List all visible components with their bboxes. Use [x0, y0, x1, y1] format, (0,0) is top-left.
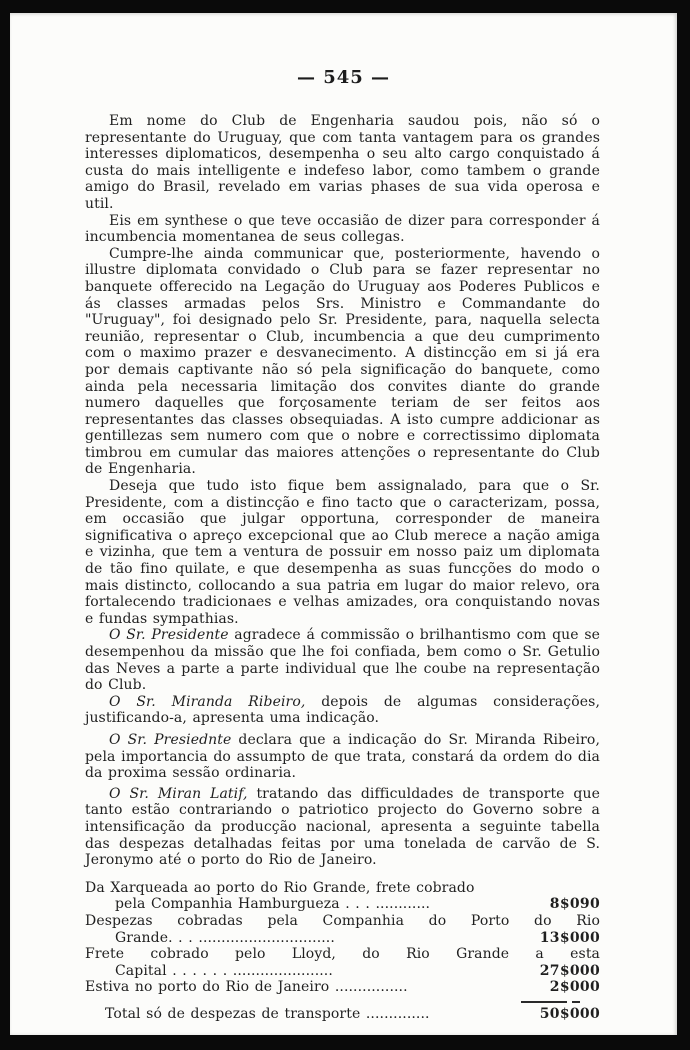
table-row: [85, 880, 600, 913]
row-amount: 2$000: [549, 979, 600, 996]
paragraph-5-text: agradece á commissão o brilhantismo com que se desempenhou da missão que lhe foi confiada, bem como o Sr. Getulio das Neves a parte a parte individual que lhe coube na representação do Club.: [85, 627, 600, 694]
paragraph-5: [85, 627, 600, 693]
paragraph-3: [85, 246, 600, 478]
paragraph-4-text: Deseja que tudo isto fique bem assignalado, para que o Sr. Presidente, com a distincção e fino tacto que o caracterizam, possa, em occasião que julgar opportuna, corresponder de maneira significativa o apreço excepcional que ao Club merece a nação amiga e vizinha, que tem a ventura de possuir em nosso paiz um diplomata de tão fino quilate, e que desempenha as suas funcções do modo o mais distincto, collocando a sua patria em lugar do maior relevo, ora fortalecendo tradicionaes e velhas amizades, ora conquistando novas e fundas sympathias.: [85, 478, 600, 627]
row-amount: 27$000: [539, 962, 600, 979]
total-label: Total só de despezas de transporte ..............: [105, 1005, 430, 1022]
table-row: [85, 946, 600, 979]
paragraph-6: [85, 694, 600, 727]
total-rule-long-segment: [521, 1001, 567, 1003]
expense-table: [85, 880, 600, 1023]
row-amount: 13$000: [539, 929, 600, 946]
paragraph-3-text: Cumpre-lhe ainda communicar que, posteriormente, havendo o illustre diplomata convidado o Club para se fazer representar no banquete offerecido na Legação do Uruguay aos Poderes Publicos e ás classes armadas pelos Srs. Ministro e Commandante do "Uruguay", foi designado pelo Sr. Presidente, para, naquella selecta reunião, representar o Club, incumbencia a que deu cumprimento com o maximo prazer e desvanecimento. A distincção em si já era por demais captivante não só pela significação do banquete, como ainda pela necessaria limitação dos convites diante do grande numero daquelles que forçosamente teriam de ser feitos aos representantes das classes obsequiadas. A isto cumpre addicionar as gentillezas sem numero com que o nobre e correctissimo diplomata timbrou em cumular das maiores attenções o representante do Club de Engenharia.: [85, 245, 600, 478]
paragraph-4: [85, 478, 600, 627]
row-label: Estiva no porto do Rio de Janeiro ................: [85, 979, 408, 996]
row-label-line2: Capital . . . . . . ......................: [115, 962, 333, 979]
row-label-line2: Grande. . . ..............................: [115, 929, 335, 946]
speaker-miran-latif: O Sr. Miran Latif,: [109, 785, 257, 802]
row-amount: 8$090: [549, 896, 600, 913]
paragraph-2-text: Eis em synthese o que teve occasião de dizer para corresponder á incumbencia momentanea de seus collegas.: [85, 212, 600, 246]
row-label-line1: Da Xarqueada ao porto do Rio Grande, frete cobrado: [85, 879, 475, 896]
document-page: [10, 13, 677, 1035]
paragraph-6-text: depois de algumas considerações, justificando-a, apresenta uma indicação.: [85, 693, 601, 727]
total-amount: 50$000: [539, 1005, 600, 1022]
table-row: [85, 979, 600, 996]
paragraph-2: [85, 213, 600, 246]
total-row: [85, 1006, 600, 1023]
total-rule: [85, 1001, 580, 1003]
paragraph-8: [85, 786, 600, 869]
paragraph-7-text: declara que a indicação do Sr. Miranda Ribeiro, pela importancia do assumpto de que trata, constará da ordem do dia da proxima sessão ordinaria.: [85, 731, 600, 782]
speaker-presidente: O Sr. Presidente: [109, 627, 235, 644]
paragraph-1: [85, 113, 600, 213]
page-number: — 545 —: [296, 67, 391, 88]
total-rule-short-segment: [572, 1001, 580, 1003]
page-content: [85, 113, 600, 1022]
speaker-presidente-2: O Sr. Presiednte: [109, 731, 239, 748]
paragraph-1-text: Em nome do Club de Engenharia saudou pois, não só o representante do Uruguay, que com tanta vantagem para os grandes interesses diplomaticos, desempenha o seu alto cargo conquistado á custa do mais intelligente e indefeso labor, como tambem o grande amigo do Brasil, revelado em varias phases de sua vida operosa e util.: [85, 113, 600, 212]
paragraph-8-text: tratando das difficuldades de transporte que tanto estão contrariando o patriotico projecto do Governo sobre a intensificação da producção nacional, apresenta a seguinte tabella das despezas detalhadas feitas por uma tonelada de carvão de S. Jeronymo até o porto do Rio de Janeiro.: [85, 785, 600, 869]
row-label-line1: Despezas cobradas pela Companhia do Porto do Rio: [85, 912, 600, 929]
speaker-miranda-ribeiro: O Sr. Miranda Ribeiro,: [109, 693, 322, 710]
table-row: [85, 913, 600, 946]
row-label-line2: pela Companhia Hamburgueza . . . ............: [115, 896, 431, 913]
paragraph-7: [85, 732, 600, 782]
row-label-line1: Frete cobrado pelo Lloyd, do Rio Grande a esta: [85, 946, 600, 963]
